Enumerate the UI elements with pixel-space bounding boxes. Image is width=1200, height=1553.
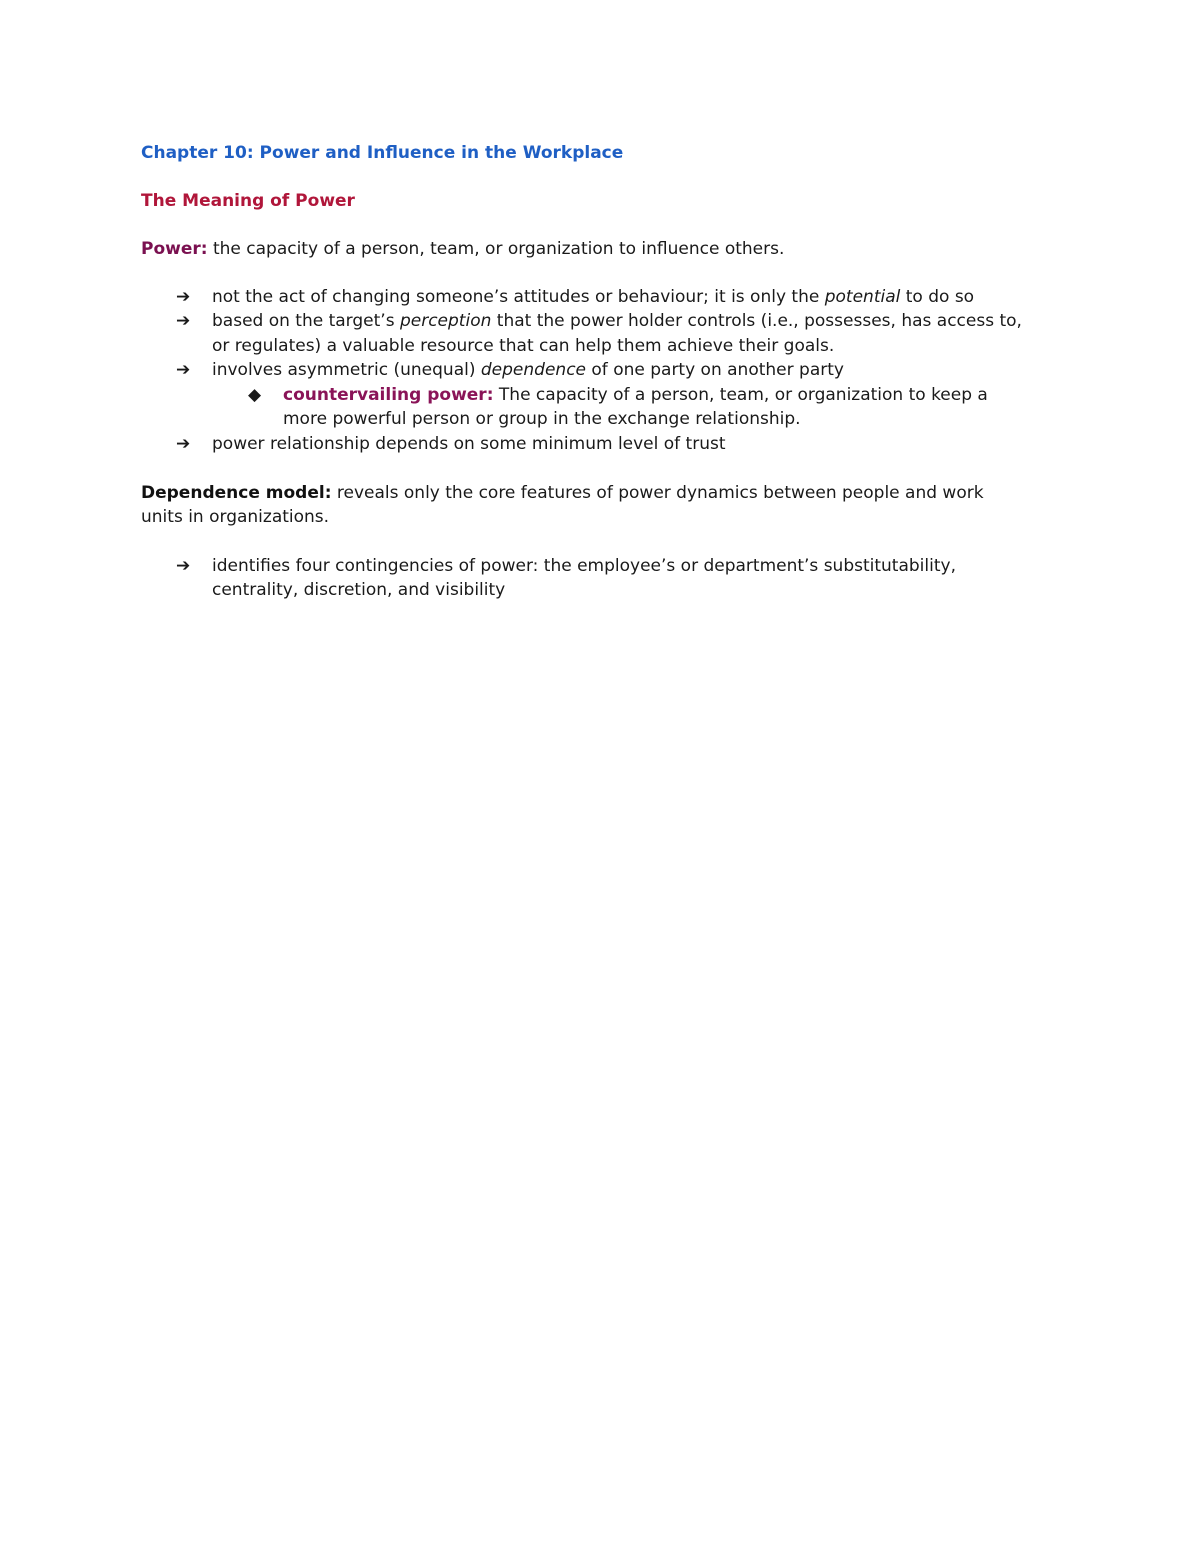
dependence-definition — [141, 481, 984, 505]
dependence-definition-text: reveals only the core features of power dynamics between people and work — [331, 483, 984, 503]
list-item-continuation: centrality, discretion, and visibility — [212, 580, 506, 600]
list-item-text: based on the target’s — [212, 311, 400, 331]
list-item-text: involves asymmetric (unequal) — [212, 360, 481, 380]
list-item-emphasis: perception — [399, 311, 492, 331]
diamond-icon: ◆ — [248, 385, 262, 405]
dependence-definition-continuation: units in organizations. — [141, 507, 330, 527]
list-item — [212, 285, 974, 309]
sub-list-item — [283, 383, 988, 407]
list-item — [212, 309, 1022, 333]
list-item-text: of one party on another party — [586, 360, 844, 380]
right-arrow-icon: ➔ — [176, 287, 191, 307]
countervailing-term: countervailing power: — [283, 385, 494, 405]
list-item: identifies four contingencies of power: the employee’s or department’s substitutability, — [212, 556, 956, 576]
list-item — [212, 432, 726, 456]
sub-list-item-continuation: more powerful person or group in the exchange relationship. — [283, 409, 801, 429]
list-item-continuation: or regulates) a valuable resource that can help them achieve their goals. — [212, 336, 835, 356]
power-term: Power: — [141, 239, 208, 259]
list-item — [212, 358, 844, 382]
list-item-emphasis: dependence — [480, 360, 586, 380]
list-item-emphasis: potential — [824, 287, 901, 307]
list-item-text: to do so — [900, 287, 975, 307]
list-item-text: that the power holder controls (i.e., possesses, has access to, — [491, 311, 1022, 331]
right-arrow-icon: ➔ — [176, 360, 191, 380]
dependence-term: Dependence model: — [141, 483, 332, 503]
list-item-text: power relationship depends on some minimum level of trust — [212, 434, 726, 454]
list-item-text: not the act of changing someone’s attitudes or behaviour; it is only the — [212, 287, 825, 307]
right-arrow-icon: ➔ — [176, 434, 191, 454]
sub-list-item-text: The capacity of a person, team, or organization to keep a — [493, 385, 988, 405]
power-definition-text: the capacity of a person, team, or organization to influence others. — [207, 239, 785, 259]
power-definition — [141, 237, 784, 261]
section-title: The Meaning of Power — [141, 191, 355, 211]
chapter-title: Chapter 10: Power and Influence in the Workplace — [141, 143, 624, 163]
right-arrow-icon: ➔ — [176, 556, 191, 576]
right-arrow-icon: ➔ — [176, 311, 191, 331]
